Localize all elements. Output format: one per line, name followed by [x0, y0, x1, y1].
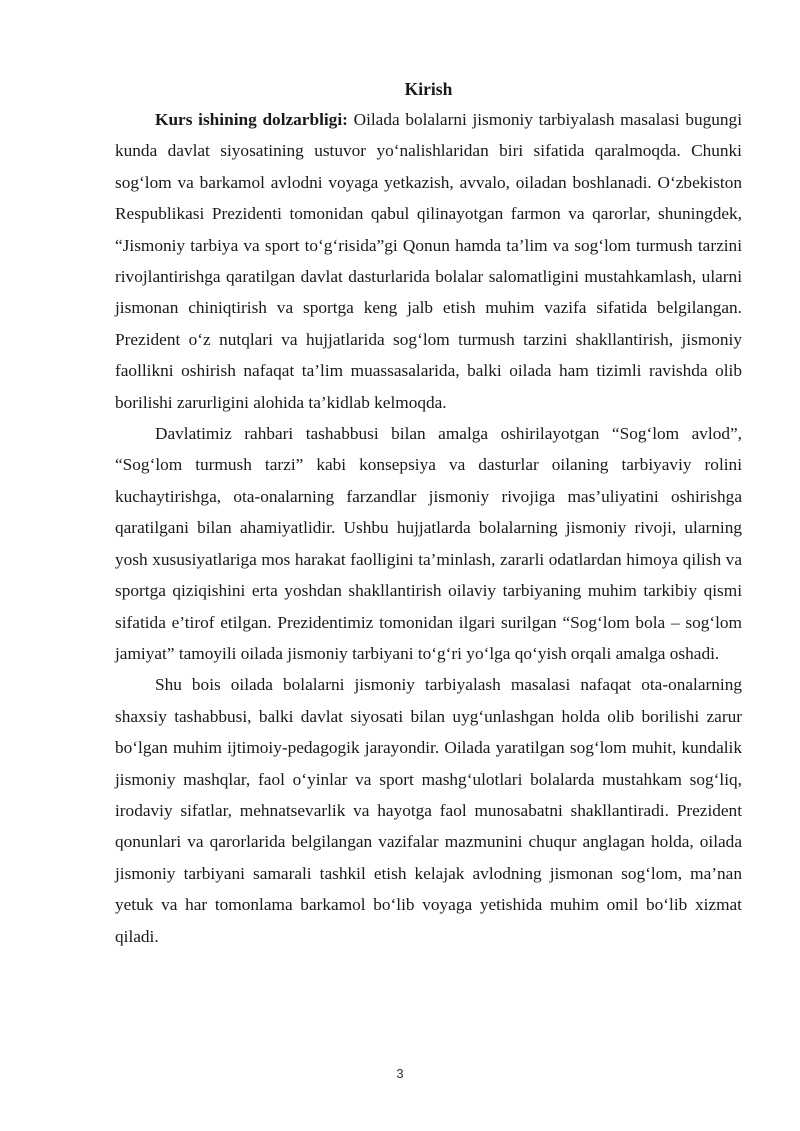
paragraph-text: Davlatimiz rahbari tashabbusi bilan amalga oshirilayotgan “Sog‘lom avlod”, “Sog‘lom turmush tarzi” kabi konsepsiya va dasturlar oilaning tarbiyaviy rolini kuchaytirishga, ota-onalarning farzandlar jismoniy rivojiga mas’uliyatini oshirishga qaratilgani bilan ahamiyatlidir. Ushbu hujjatlarda bolalarning jismoniy rivoji, ularning yosh xususiyatlariga mos harakat faolligini ta’minlash, zararli odatlardan himoya qilish va sportga qiziqishini erta yoshdan shakllantirish oilaviy tarbiyaning muhim tarkibiy qismi sifatida e’tirof etilgan. Prezidentimiz tomonidan ilgari surilgan “Sog‘lom bola – sog‘lom jamiyat” tamoyili oilada jismoniy tarbiyani to‘g‘ri yo‘lga qo‘yish orqali amalga oshadi.	[115, 424, 742, 663]
paragraph-text: Shu bois oilada bolalarni jismoniy tarbiyalash masalasi nafaqat ota-onalarning shaxsiy tashabbusi, balki davlat siyosati bilan uyg‘unlashgan holda olib borilishi zarur bo‘lgan muhim ijtimoiy-pedagogik jarayondir. Oilada yaratilgan sog‘lom muhit, kundalik jismoniy mashqlar, faol o‘yinlar va sport mashg‘ulotlari bolalarda mustahkam sog‘liq, irodaviy sifatlar, mehnatsevarlik va hayotga faol munosabatni shakllantiradi. Prezident qonunlari va qarorlarida belgilangan vazifalar mazmunini chuqur anglagan holda, oilada jismoniy tarbiyani samarali tashkil etish kelajak avlodning jismonan sog‘lom, ma’nan yetuk va har tomonlama barkamol bo‘lib voyaga yetishida muhim omil bo‘lib xizmat qiladi.	[115, 675, 742, 946]
paragraph-relevance	[115, 104, 742, 418]
paragraph-text: Oilada bolalarni jismoniy tarbiyalash masalasi bugungi kunda davlat siyosatining ustuvor yo‘nalishlaridan biri sifatida qaralmoqda. Chunki sog‘lom va barkamol avlodni voyaga yetkazish, avvalo, oiladan boshlanadi. O‘zbekiston Respublikasi Prezidenti tomonidan qabul qilinayotgan farmon va qarorlar, shuningdek, “Jismoniy tarbiya va sport to‘g‘risida”gi Qonun hamda ta’lim va sog‘lom turmush tarzini rivojlantirishga qaratilgan davlat dasturlarida bolalar salomatligini mustahkamlash, ularni jismonan chiniqtirish va sportga keng jalb etish muhim vazifa sifatida belgilangan. Prezident o‘z nutqlari va hujjatlarida sog‘lom turmush tarzini shakllantirish, jismoniy faollikni oshirish nafaqat ta’lim muassasalarida, balki oilada ham tizimli ravishda olib borilishi zarurligini alohida ta’kidlab kelmoqda.	[115, 110, 742, 412]
paragraph-state-programs	[115, 418, 742, 669]
document-body	[115, 74, 742, 952]
page-number: 3	[396, 1066, 404, 1081]
paragraph-lead: Kurs ishining dolzarbligi:	[155, 110, 348, 129]
paragraph-conclusion	[115, 669, 742, 952]
section-heading: Kirish	[404, 79, 453, 99]
